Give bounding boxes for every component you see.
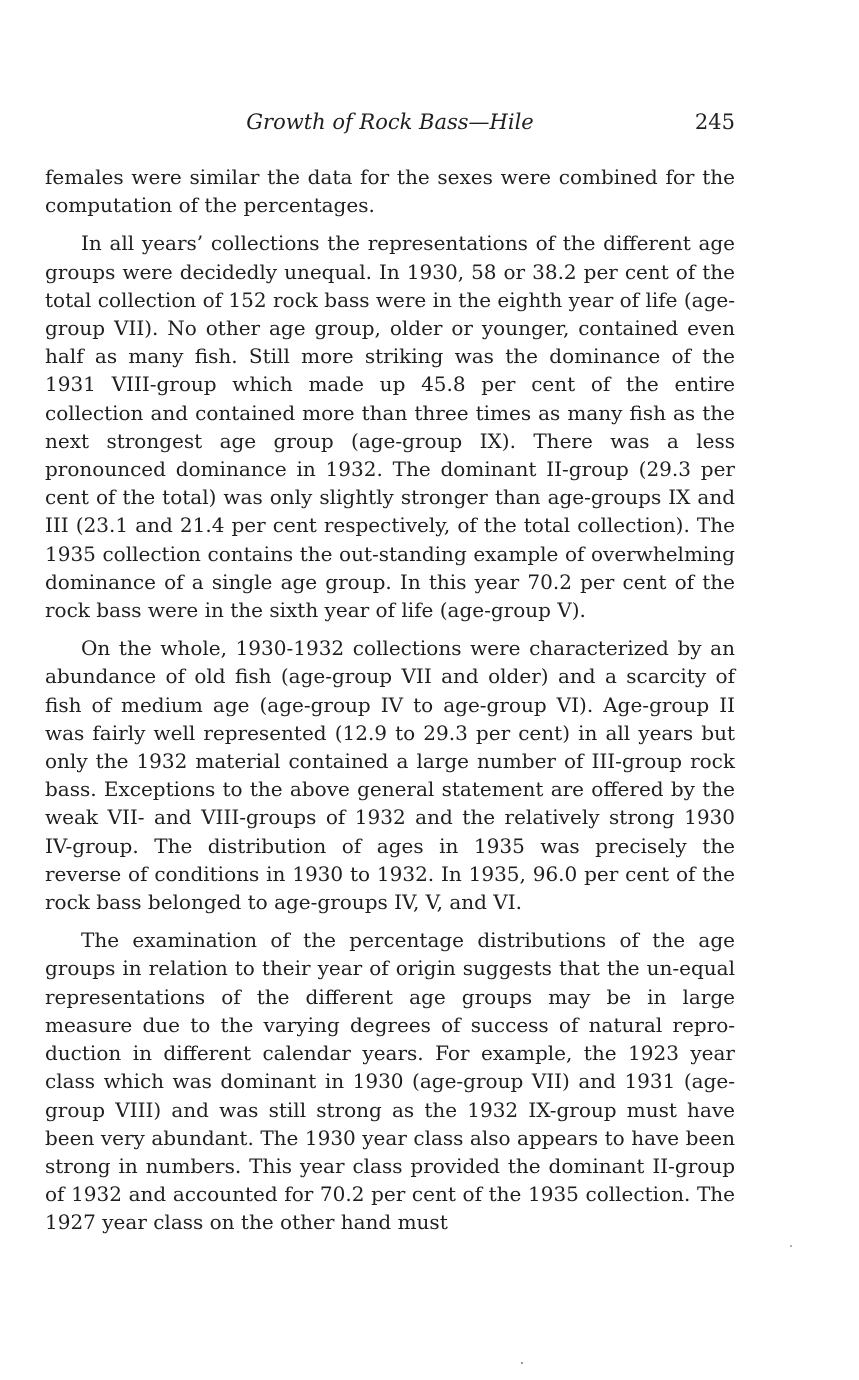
paragraph-collection-characteristics: On the whole, 1930-1932 collections were characterized by an abundance of old fish (age-group VII and older) and a scarcity of fish of medium age (age-group IV to age-group VI). Age-group II was fairly well represented (12.9 to 29.3 per cent) in all years but only the 1932 material contained a large number of III-group rock bass. Exceptions to the above general statement are offered by the weak VII- and VIII-groups of 1932 and the relatively strong 1930 IV-group. The distribution of ages in 1935 was precisely the reverse of conditions in 1930 to 1932. In 1935, 96.0 per cent of the rock bass belonged to age-groups IV, V, and VI. bbox=[45, 636, 735, 915]
running-head bbox=[45, 105, 735, 139]
paragraph-continuation: females were similar the data for the sexes were combined for the computation of the percentages. bbox=[45, 165, 735, 218]
running-title: Growth of Rock Bass—Hile bbox=[246, 110, 534, 134]
page bbox=[45, 105, 735, 1237]
paragraph-age-group-representation: In all years’ collections the representations of the different age groups were decidedly unequal. In 1930, 58 or 38.2 per cent of the total collection of 152 rock bass were in the eighth year of life (age-group VII). No other age group, older or younger, contained even half as many fish. Still more striking was the dominance of the 1931 VIII-group which made up 45.8 per cent of the entire collection and contained more than three times as many fish as the next strongest age group (age-group IX). There was a less pronounced dominance in 1932. The dominant II-group (29.3 per cent of the total) was only slightly stronger than age-groups IX and III (23.1 and 21.4 per cent respectively, of the total collection). The 1935 collection contains the out-standing example of overwhelming dominance of a single age group. In this year 70.2 per cent of the rock bass were in the sixth year of life (age-group V). bbox=[45, 231, 735, 623]
scan-speck bbox=[521, 1362, 523, 1364]
page-number: 245 bbox=[694, 110, 735, 134]
scan-speck bbox=[790, 1245, 792, 1247]
paragraph-year-class-origin: The examination of the percentage distributions of the age groups in relation to their year of origin suggests that the un-equal representations of the different age groups may be in large measure due to the varying degrees of success of natural repro-duction in different calendar years. For example, the 1923 year class which was dominant in 1930 (age-group VII) and 1931 (age-group VIII) and was still strong as the 1932 IX-group must have been very abundant. The 1930 year class also appears to have been strong in numbers. This year class provided the dominant II-group of 1932 and accounted for 70.2 per cent of the 1935 collection. The 1927 year class on the other hand must bbox=[45, 928, 735, 1235]
